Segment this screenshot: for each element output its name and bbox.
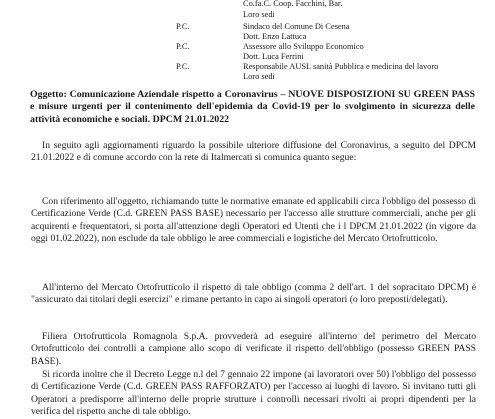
body-paragraph: Si ricorda inoltre che il Decreto Legge n.l del 7 gennaio 22 impone (ai lavoratori over 50) l'obbligo del possesso di Certificazione Verde (C.d. GREEN PASS RAFFORZATO) per l'accesso ai luoghi di lavoro. Si invitano tutti gli Operatori a predisporre all'interno delle proprie strutture i controlli necessari rivolti ai propri dipendenti per la verifica del rispetto anche di tale obbligo.: [31, 369, 476, 418]
recipient-name: Responsabile AUSL sanità Pubblica e medicina del lavoro: [243, 62, 439, 71]
recipient-name: Loro sedi: [243, 10, 275, 19]
body-paragraph: Filiera Ortofrutticola Romagnola S.p.A. provvederà ad eseguire all'interno del perimetro del Mercato Ortofrutticolo dei controlli a campione allo scopo di verificate il rispetto dell'obbligo (possesso GREEN PASS BASE).: [31, 331, 476, 367]
recipient-name: Assessore allo Sviluppo Economico: [243, 42, 364, 51]
recipient-prefix: P.C.: [176, 42, 190, 51]
body-paragraph: Con riferimento all'oggetto, richiamando tutte le normative emanate ed applicabili circa l'obbligo del possesso di Certificazione Verde (C.d. GREEN PASS BASE) necessario per l'accesso alle strutture commerciali, anche per gli acquirenti e frequentatori, si porta all'attenzione degli Operatori ed Utenti che i l DPCM 21.01.2022 (in vigore da oggi 01.02.2022), non esclude da tale obbligo le aree commerciali e logistiche del Mercato Ortofrutticolo.: [31, 196, 476, 245]
recipient-name: Dott. Enzo Lattuca: [243, 32, 307, 41]
recipient-line: [0, 9, 495, 20]
body-paragraph: All'interno del Mercato Ortofrutticolo il rispetto di tale obbligo (comma 2 dell'art. 1 del sopracitato DPCM) è "assicurato dai titolari degli esercizi" e rimane pertanto in capo ai singoli operatori (o loro preposti/delegati).: [31, 282, 476, 306]
subject-heading: Oggetto: Comunicazione Aziendale rispetto a Coronavirus – NUOVE DISPOSIZIONI SU GREEN PASS e misure urgenti per il contenimento dell'epidemia da Covid-19 per lo svolgimento in sicurezza delle attività economiche e sociali. DPCM 21.01.2022: [30, 89, 475, 125]
recipient-name: Loro sedi: [243, 72, 275, 81]
recipient-name: Sindaco del Comune Di Cesena: [243, 22, 350, 31]
body-paragraph: In seguito agli aggiornamenti riguardo la possibile ulteriore diffusione del Coronavirus, a seguito del DPCM 21.01.2022 e di comune accordo con la rete di Italmercati si comunica quanto segue:: [31, 140, 476, 164]
recipient-line: [0, 0, 495, 9]
recipient-prefix: P.C.: [176, 22, 190, 31]
recipient-line: [0, 71, 495, 82]
recipient-name: Co.fa.C. Coop. Facchini, Bar.: [243, 0, 343, 8]
recipient-name: Dott. Luca Ferrini: [243, 52, 304, 61]
recipient-prefix: P.C.: [176, 62, 190, 71]
